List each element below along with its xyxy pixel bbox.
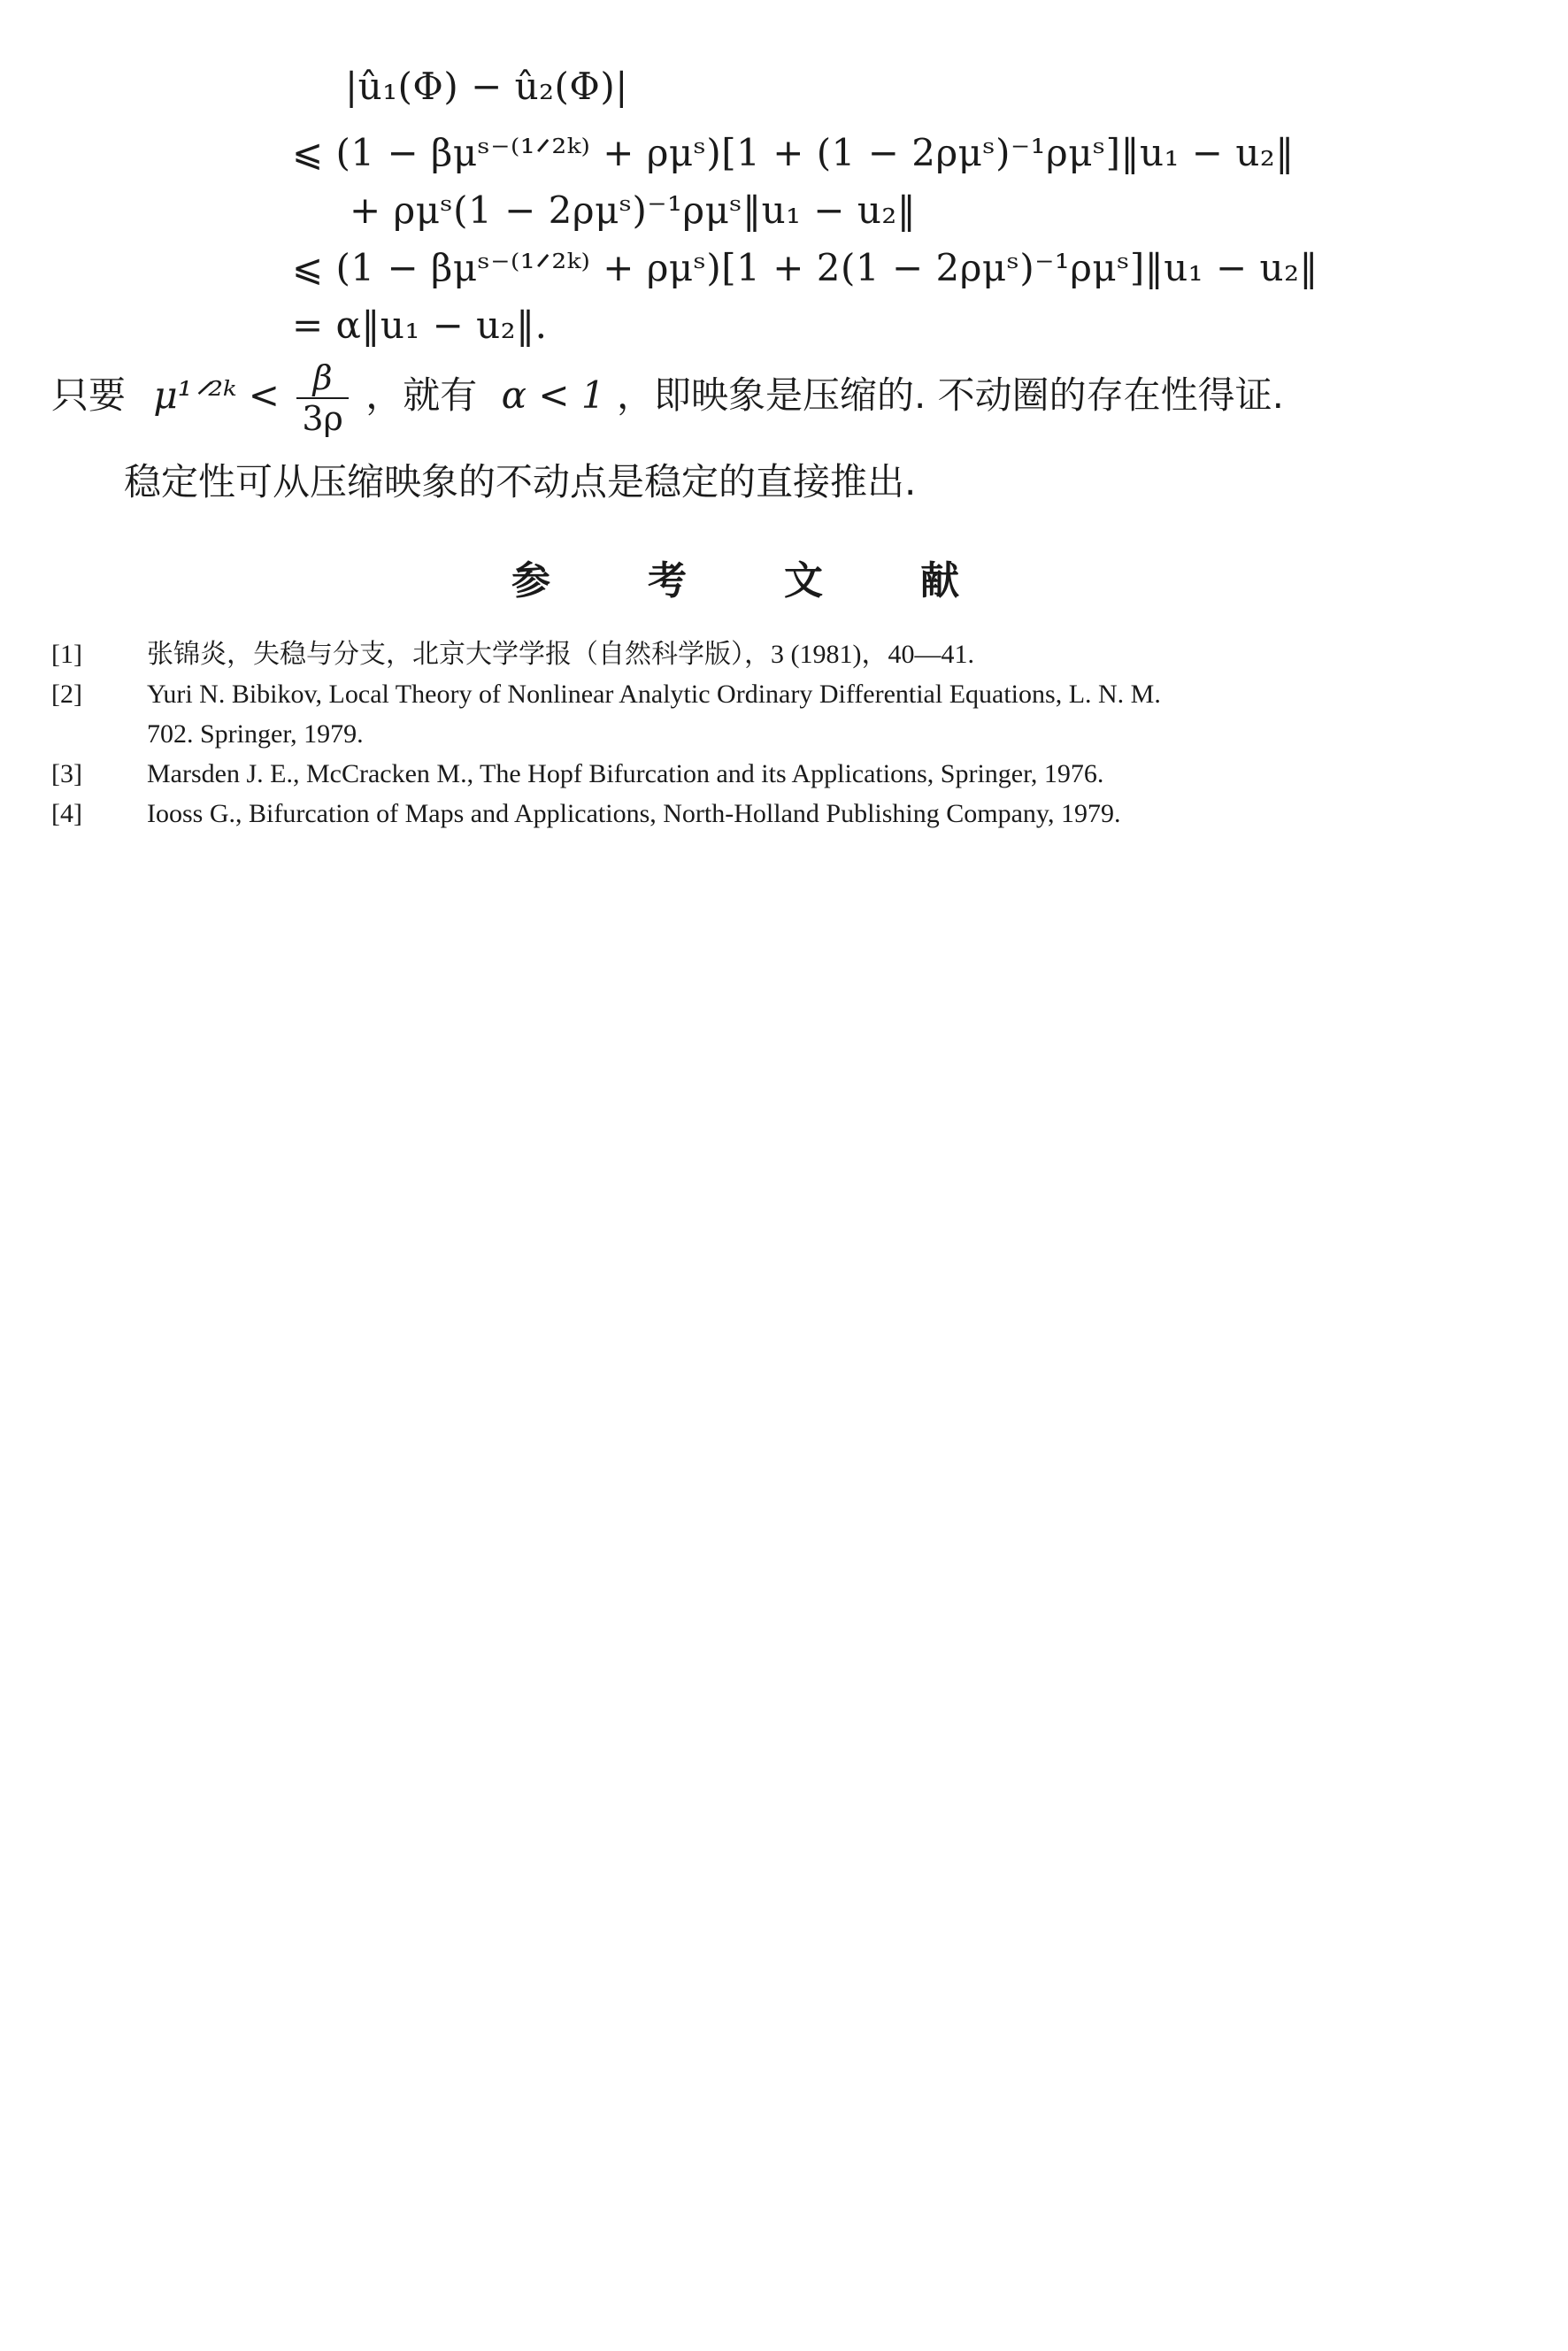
fraction-numerator: β [296,358,349,399]
condition-expression: μ¹ᐟ²ᵏ < [153,373,280,417]
fraction-denominator: 3ρ [302,399,343,438]
reference-text: 张锦炎，失稳与分支，北京大学学报（自然科学版），3 (1981)，40—41. [147,640,974,669]
reference-item [51,755,1103,794]
equation-line-5: = α‖u₁ − u₂‖. [292,303,548,347]
reference-number: [1] [51,640,82,669]
reference-number: [2] [51,680,82,709]
condition-middle: ，就有 [365,373,478,417]
reference-number: [4] [51,799,82,828]
equation-line-1: |û₁(Φ) − û₂(Φ)| [345,65,628,108]
reference-item [51,635,974,674]
reference-item [51,675,1161,714]
condition-suffix: ，即映象是压缩的. 不动圈的存在性得证. [616,373,1285,417]
reference-text: Iooss G., Bifurcation of Maps and Applications, North-Holland Publishing Company, 1979. [147,799,1121,828]
reference-item [51,795,1120,834]
reference-continuation: 702. Springer, 1979. [147,719,364,749]
reference-text: Marsden J. E., McCracken M., The Hopf Bifurcation and its Applications, Springer, 1976. [147,759,1104,788]
equation-line-4: ⩽ (1 − βμˢ⁻⁽¹ᐟ²ᵏ⁾ + ρμˢ)[1 + 2(1 − 2ρμˢ)⁻¹ρμˢ]‖u₁ − u₂‖ [292,246,1318,289]
stability-sentence: 稳定性可从压缩映象的不动点是稳定的直接推出. [124,460,917,503]
condition-sentence [51,358,1284,438]
reference-number: [3] [51,759,82,788]
beta-over-3rho-fraction [296,358,349,438]
equation-line-2: ⩽ (1 − βμˢ⁻⁽¹ᐟ²ᵏ⁾ + ρμˢ)[1 + (1 − 2ρμˢ)⁻¹ρμˢ]‖u₁ − u₂‖ [292,131,1295,174]
condition-prefix: 只要 [51,373,127,417]
reference-text: Yuri N. Bibikov, Local Theory of Nonlinear Analytic Ordinary Differential Equations, L. N. M. [147,680,1161,709]
equation-line-3: + ρμˢ(1 − 2ρμˢ)⁻¹ρμˢ‖u₁ − u₂‖ [350,188,917,232]
references-heading: 参考文献 [511,558,1057,603]
alpha-condition: α < 1 [501,373,605,417]
